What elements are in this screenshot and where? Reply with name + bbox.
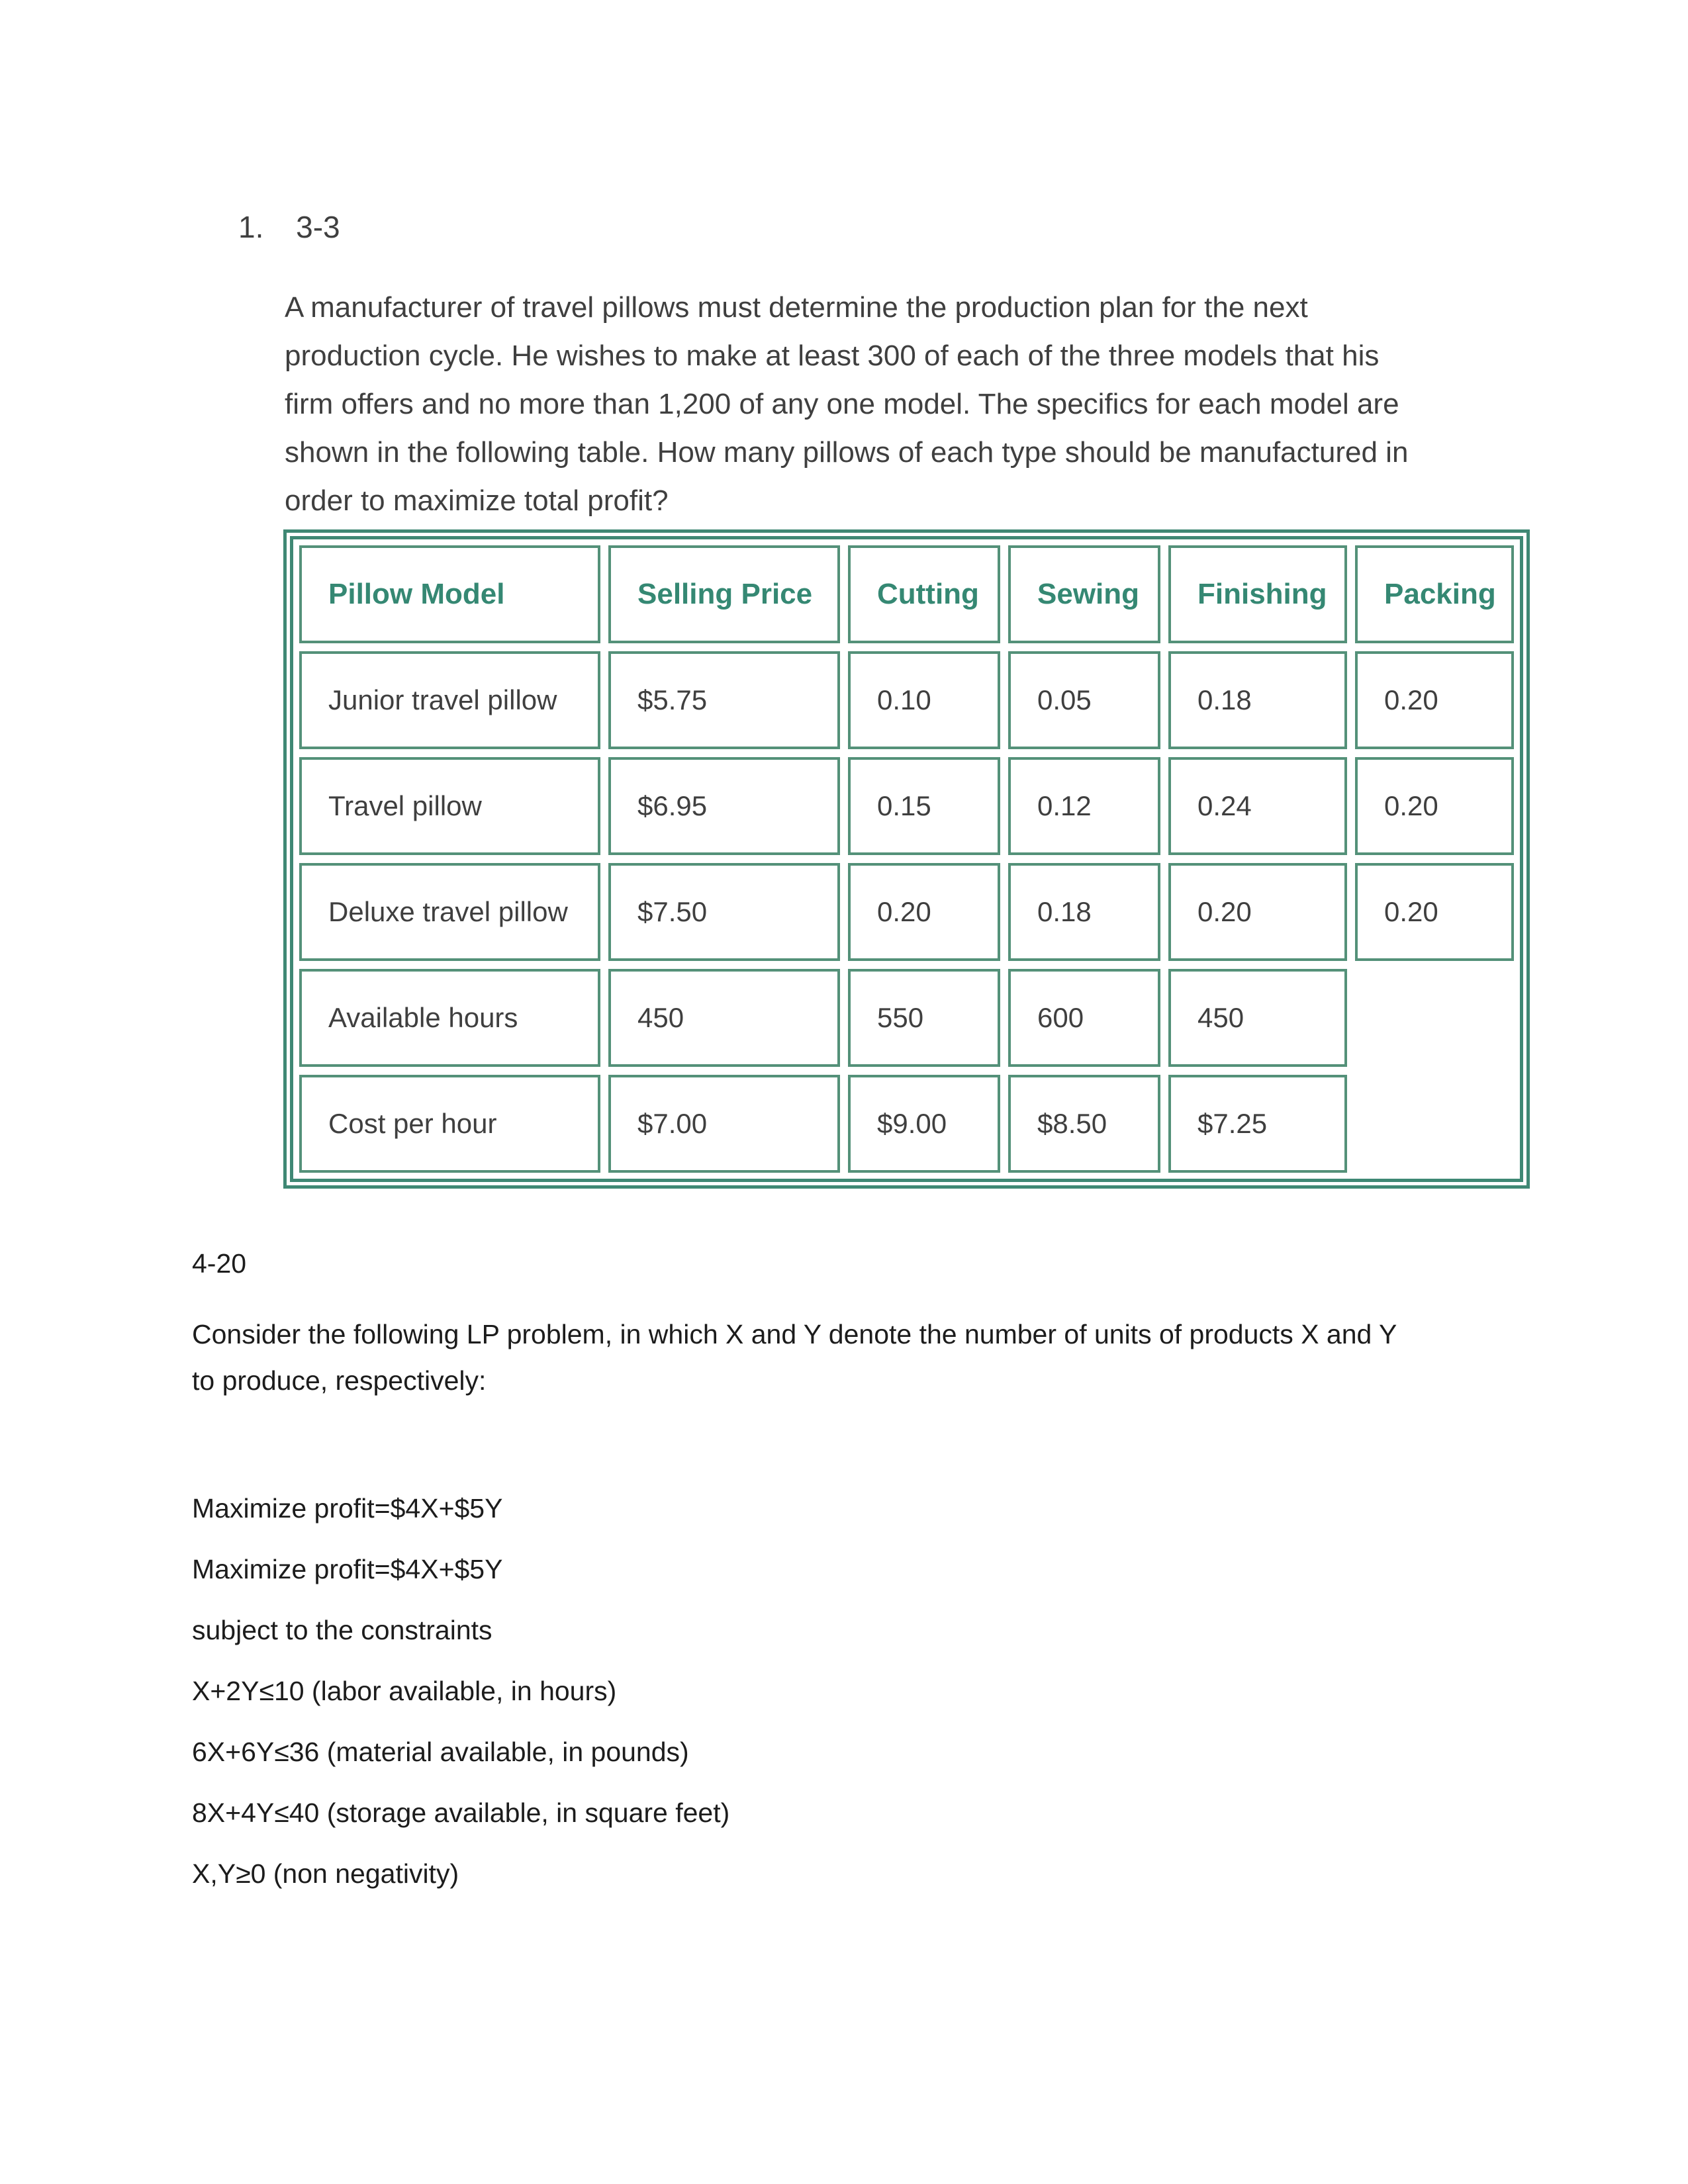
lp-constraint-storage: 8X+4Y≤40 (storage available, in square feet) (192, 1797, 730, 1828)
table-cell: $7.00 (608, 1075, 840, 1173)
lp-objective-line-2: Maximize profit=$4X+$5Y (192, 1554, 503, 1584)
table-cell: 0.05 (1008, 651, 1160, 749)
list-number: 1. (238, 210, 264, 244)
row-label-junior-travel-pillow: Junior travel pillow (299, 651, 600, 749)
table-cell-empty (1355, 1075, 1514, 1173)
pillow-table (283, 529, 1530, 1189)
table-cell: 450 (608, 969, 840, 1067)
table-cell: 550 (848, 969, 1000, 1067)
table-cell: 0.20 (1355, 757, 1514, 855)
table-cell: 0.10 (848, 651, 1000, 749)
col-header-packing: Packing (1355, 545, 1514, 643)
table-cell: 0.12 (1008, 757, 1160, 855)
table-cell: 600 (1008, 969, 1160, 1067)
table-cell: 0.18 (1168, 651, 1347, 749)
pillow-table-grid (299, 545, 1514, 1173)
table-cell: 0.18 (1008, 863, 1160, 961)
problem-1-heading (238, 209, 340, 245)
col-header-cutting: Cutting (848, 545, 1000, 643)
table-cell: 0.20 (1355, 863, 1514, 961)
table-cell: 0.20 (1355, 651, 1514, 749)
problem-1-number: 3-3 (296, 210, 340, 244)
problem-1-paragraph: A manufacturer of travel pillows must determine the production plan for the next production cycle. He wishes to make at least 300 of each of the three models that his firm offers and no more than 1,200 of any one model. The specifics for each model are shown in the following table. How many pillows of each type should be manufactured in order to maximize total profit? (285, 291, 1409, 517)
lp-constraint-nonnegativity: X,Y≥0 (non negativity) (192, 1858, 459, 1889)
table-cell: $7.50 (608, 863, 840, 961)
col-header-pillow-model: Pillow Model (299, 545, 600, 643)
row-label-travel-pillow: Travel pillow (299, 757, 600, 855)
table-cell-empty (1355, 969, 1514, 1067)
row-label-available-hours: Available hours (299, 969, 600, 1067)
lp-constraint-material: 6X+6Y≤36 (material available, in pounds) (192, 1737, 689, 1767)
table-cell: 0.20 (848, 863, 1000, 961)
table-cell: 0.20 (1168, 863, 1347, 961)
col-header-sewing: Sewing (1008, 545, 1160, 643)
lp-constraint-labor: X+2Y≤10 (labor available, in hours) (192, 1676, 617, 1706)
table-cell: 450 (1168, 969, 1347, 1067)
lp-objective-line-1: Maximize profit=$4X+$5Y (192, 1493, 503, 1524)
table-cell: 0.24 (1168, 757, 1347, 855)
row-label-cost-per-hour: Cost per hour (299, 1075, 600, 1173)
table-cell: $8.50 (1008, 1075, 1160, 1173)
table-cell: 0.15 (848, 757, 1000, 855)
lp-subject-to: subject to the constraints (192, 1615, 492, 1645)
problem-2-number: 4-20 (192, 1248, 247, 1279)
table-cell: $9.00 (848, 1075, 1000, 1173)
col-header-finishing: Finishing (1168, 545, 1347, 643)
table-cell: $6.95 (608, 757, 840, 855)
section-problem-2 (192, 1248, 1423, 1919)
problem-2-intro: Consider the following LP problem, in which X and Y denote the number of units of products X and Y to produce, respectively: (192, 1319, 1397, 1396)
table-cell: $5.75 (608, 651, 840, 749)
col-header-selling-price: Selling Price (608, 545, 840, 643)
row-label-deluxe-travel-pillow: Deluxe travel pillow (299, 863, 600, 961)
table-cell: $7.25 (1168, 1075, 1347, 1173)
